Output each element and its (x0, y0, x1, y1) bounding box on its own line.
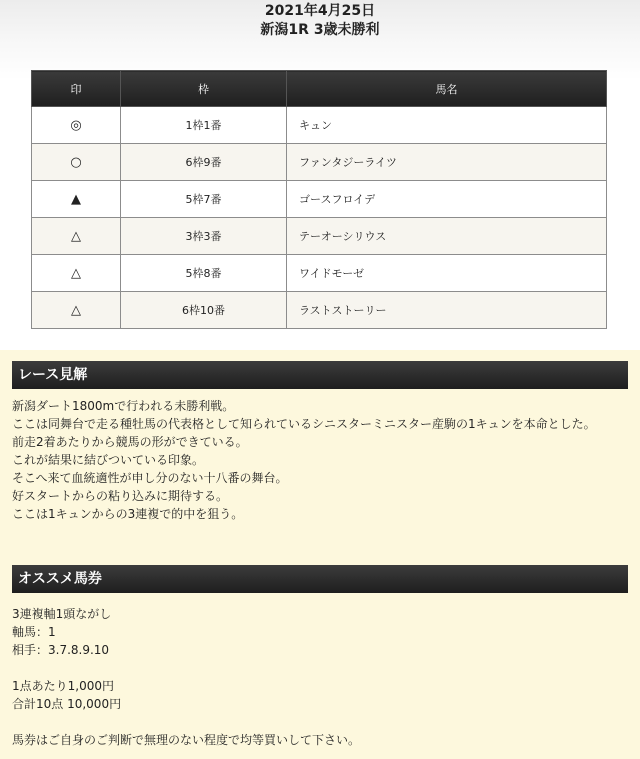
row-mark: ◎ (32, 107, 121, 144)
prediction-table (31, 70, 607, 329)
table-row (32, 107, 607, 144)
race-date: 2021年4月25日 (264, 3, 376, 19)
analysis-line: ここは同舞台で走る種牡馬の代表格として知られているシニスターミニスター産駒の1キュンを本命とした。 (12, 417, 596, 431)
axis-horse: 軸馬：1 (12, 625, 56, 639)
table-row (32, 144, 607, 181)
bet-type: 3連複軸1頭ながし (12, 607, 112, 621)
table-row (32, 218, 607, 255)
row-mark: ▲ (32, 181, 121, 218)
row-horse-name: ラストストーリー (287, 292, 607, 329)
row-mark: △ (32, 218, 121, 255)
row-frame: 6枠10番 (121, 292, 287, 329)
betting-note: 馬券はご自身のご判断で無理のない程度で均等買いして下さい。 (12, 733, 361, 747)
row-mark: △ (32, 255, 121, 292)
analysis-line: これが結果に結びついている印象。 (12, 453, 205, 467)
table-row (32, 255, 607, 292)
row-horse-name: テーオーシリウス (287, 218, 607, 255)
row-horse-name: キュン (287, 107, 607, 144)
header-mark: 印 (32, 71, 121, 107)
row-horse-name: ワイドモーゼ (287, 255, 607, 292)
per-point-amount: 1点あたり1,000円 (12, 679, 114, 693)
header-frame: 枠 (121, 71, 287, 107)
analysis-text (0, 389, 640, 523)
analysis-heading: レース見解 (12, 361, 628, 389)
content-area (0, 350, 640, 759)
row-mark: △ (32, 292, 121, 329)
analysis-line: 新潟ダート1800mで行われる未勝利戦。 (12, 399, 235, 413)
row-frame: 5枠8番 (121, 255, 287, 292)
table-row (32, 181, 607, 218)
header-horse-name: 馬名 (287, 71, 607, 107)
recommend-heading: オススメ馬券 (12, 565, 628, 593)
row-frame: 5枠7番 (121, 181, 287, 218)
analysis-line: 好スタートからの粘り込みに期待する。 (12, 489, 229, 503)
row-horse-name: ファンタジーライツ (287, 144, 607, 181)
row-frame: 3枠3番 (121, 218, 287, 255)
row-mark: ○ (32, 144, 121, 181)
row-frame: 6枠9番 (121, 144, 287, 181)
row-frame: 1枠1番 (121, 107, 287, 144)
table-header-row (32, 71, 607, 107)
partner-horses: 相手：3.7.8.9.10 (12, 643, 110, 657)
table-row (32, 292, 607, 329)
recommend-text (0, 597, 640, 749)
race-title: 新潟1R 3歳未勝利 (260, 22, 380, 38)
analysis-line: ここは1キュンからの3連複で的中を狙う。 (12, 507, 244, 521)
total-amount: 合計10点 10,000円 (12, 697, 122, 711)
analysis-line: そこへ来て血統適性が申し分のない十八番の舞台。 (12, 471, 288, 485)
header-area (0, 0, 640, 350)
analysis-line: 前走2着あたりから競馬の形ができている。 (12, 435, 248, 449)
row-horse-name: ゴースフロイデ (287, 181, 607, 218)
